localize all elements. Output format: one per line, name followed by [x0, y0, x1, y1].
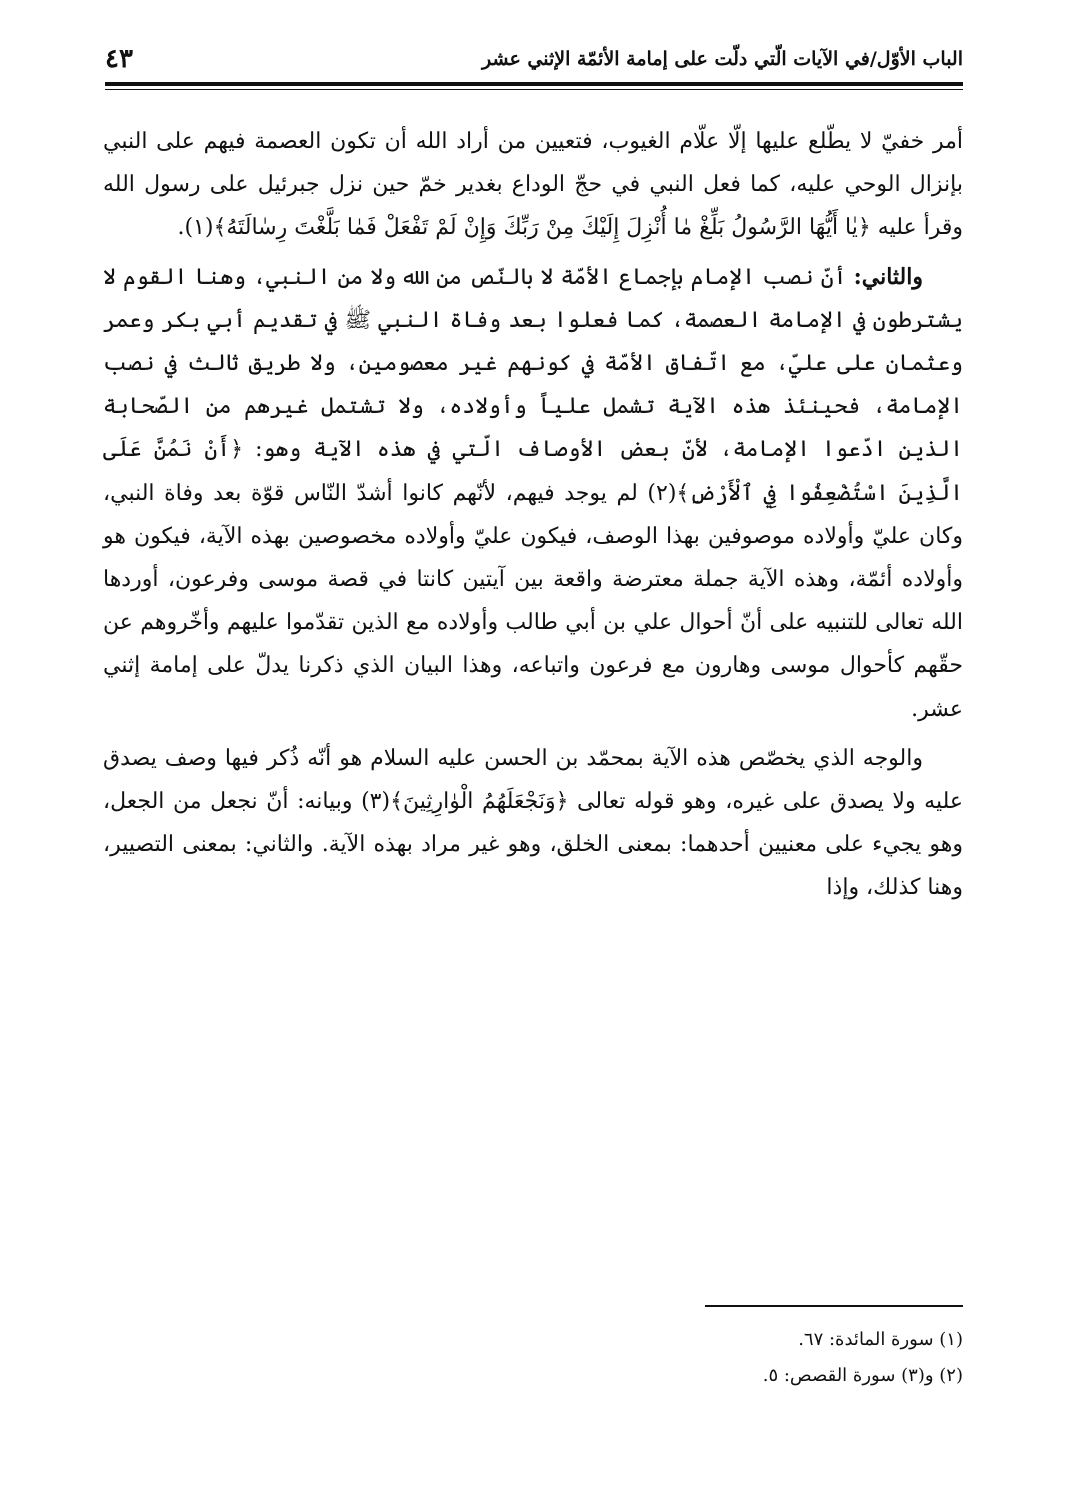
header-rule [105, 82, 963, 86]
running-title: الباب الأوّل/في الآيات الّتي دلّت على إمامة الأئمّة الإثني عشر [482, 48, 963, 70]
footnotes [500, 1322, 963, 1394]
paragraph [103, 256, 963, 731]
paragraph: أمر خفيّ لا يطّلع عليها إلّا علّام الغيوب، فتعيين من أراد الله أن تكون العصمة فيهم على النبي بإنزال الوحي عليه، كما فعل النبي في حجّ الوداع بغدير خمّ حين نزل جبرئيل على رسول الله وقرأ عليه ﴿يٰا أَيُّهَا الرَّسُولُ بَلِّغْ مٰا أُنْزِلَ إِلَيْكَ مِنْ رَبِّكَ وَإِنْ لَمْ تَفْعَلْ فَمٰا بَلَّغْتَ رِسٰالَتَهُ﴾(١). [103, 129, 963, 241]
page-header [105, 38, 963, 78]
footnote: (١) سورة المائدة: ٦٧. [798, 1329, 963, 1350]
paragraph-text: أنّ نصب الإمام بإجماع الأمّة لا بالنّص من الله ولا من النبي، وهنا القوم لا يشترطون في الإمامة العصمة، كما فعلوا بعد وفاة النبي ﷺ في تقديم أبي بكر وعمر وعثمان على عليّ، مع اتّفاق الأمّة في كونهم غير معصومين، ولا طريق ثالث في نصب الإمامة، فحينئذ هذه الآية تشمل علياً وأولاده، ولا تشتمل غيرهم من الصّحابة الذين ادّعوا الإمامة، لأنّ بعض الأوصاف الّتي في هذه الآية وهو: ﴿أَنْ نَمُنَّ عَلَى الَّذِينَ اسْتُضْعِفُوا فِي ٱلْأَرْضِ﴾(٢) لم يوجد فيهم، لأنّهم كانوا أشدّ النّاس قوّة بعد وفاة النبي، وكان عليّ وأولاده موصوفين بهذا الوصف، فيكون عليّ وأولاده مخصوصين بهذه الآية، فيكون هو وأولاده أئمّة، وهذه الآية جملة معترضة واقعة بين آيتين كانتا في قصة موسى وفرعون، أوردها الله تعالى للتنبيه على أنّ أحوال علي بن أبي طالب وأولاده مع الذين تقدّموا عليهم وأخّروهم عن حقّهم كأحوال موسى وهارون مع فرعون واتباعه، وهذا البيان الذي ذكرنا يدلّ على إمامة إثني عشر. [103, 264, 964, 722]
paragraph-lead: والثاني: [853, 263, 923, 290]
header-rule-thin [105, 89, 963, 90]
footnote-separator [705, 1305, 963, 1307]
main-text [103, 120, 963, 916]
footnote: (٢) و(٣) سورة القصص: ٥. [762, 1365, 963, 1386]
page-number: ٤٣ [105, 44, 133, 74]
paragraph: والوجه الذي يخصّص هذه الآية بمحمّد بن الحسن عليه السلام هو أنّه ذُكر فيها وصف يصدق عليه ولا يصدق على غيره، وهو قوله تعالى ﴿وَنَجْعَلَهُمُ الْوٰارِثِينَ﴾(٣) وبيانه: أنّ نجعل من الجعل، وهو يجيء على معنيين أحدهما: بمعنى الخلق، وهو غير مراد بهذه الآية. والثاني: بمعنى التصيير، وهنا كذلك، وإذا [103, 745, 963, 901]
